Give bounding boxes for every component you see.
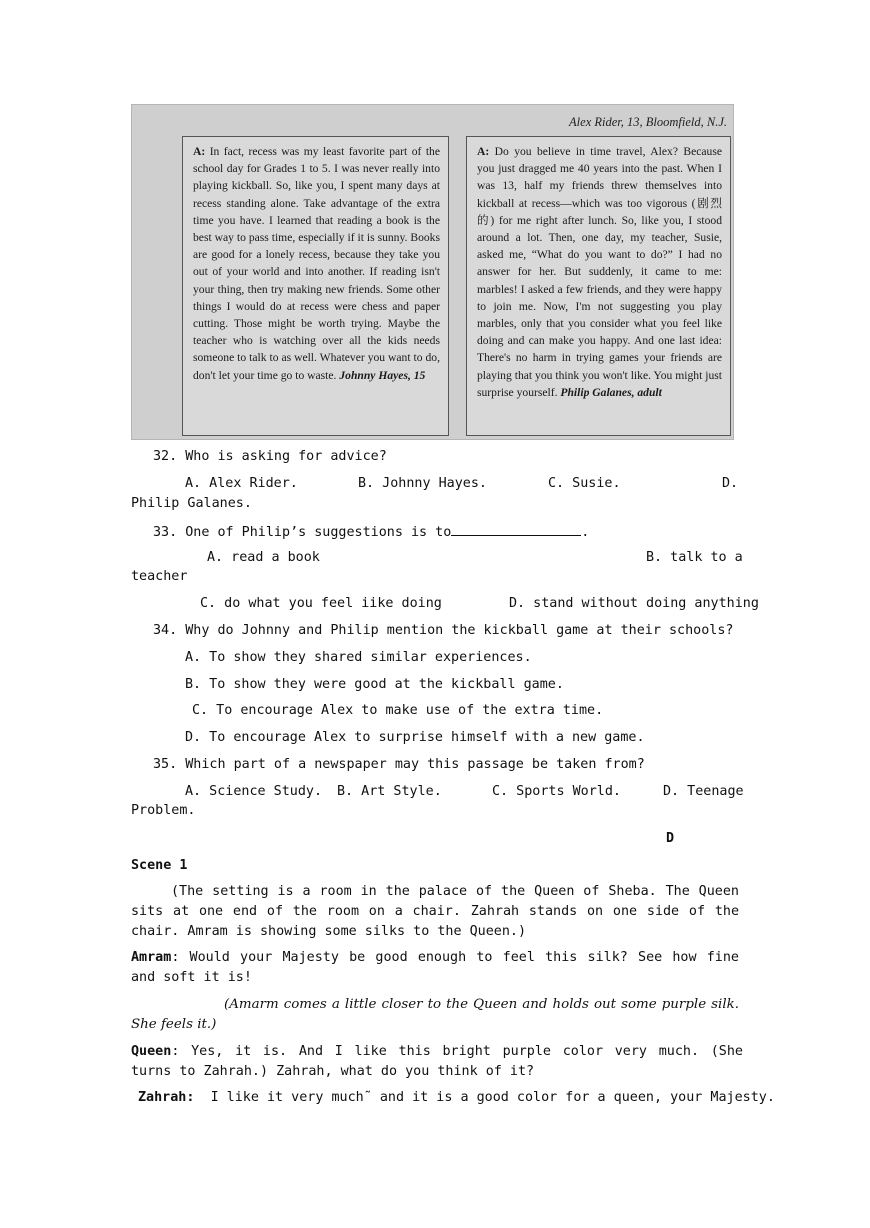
dialogue-text: : Would your Majesty be good enough to feel this silk? See how fine and soft it is! xyxy=(131,950,739,985)
answer-label: A: xyxy=(193,145,206,158)
section-letter: D xyxy=(666,831,675,846)
dialogue-amram xyxy=(131,948,739,988)
dialogue-text: I like it very much˜ and it is a good color for a queen, your Majesty. xyxy=(210,1090,775,1105)
speaker-name: Queen xyxy=(131,1044,172,1059)
answer-panel-johnny xyxy=(182,136,449,436)
question-35-stem: 35. Which part of a newspaper may this passage be taken from? xyxy=(153,757,645,772)
answer-signature: Philip Galanes, adult xyxy=(560,385,662,399)
dialogue-queen xyxy=(131,1042,743,1082)
question-32-stem: 32. Who is asking for advice? xyxy=(153,449,387,464)
stem-end: . xyxy=(581,525,590,540)
option-32-a: A. Alex Rider. xyxy=(185,476,298,491)
answer-label: A: xyxy=(477,145,490,158)
speaker-name: Amram xyxy=(131,950,172,965)
answer-text: Do you believe in time travel, Alex? Because you just dragged me 40 years into the past. When I was 13, half my friends threw themselves into kickball at recess—which was too vigorous (剧烈的) for me right after lunch. So, like you, I stood around a lot. Then, one day, my teacher, Susie, asked me, “What do you want to do?” I had no answer for her. But suddenly, it came to me: marbles! I asked a few friends, and they were happy to join me. Now, I'm not suggesting you play marbles, only that you consider what you feel like doing and can make you happy. And one last idea: There's no harm in trying games your friends are playing that you think you won't like. You might just surprise yourself. xyxy=(477,145,723,399)
answer-text: In fact, recess was my least favorite part of the school day for Grades 1 to 5. I was never really into playing kickball. So, like you, I spent many days at recess standing alone. Take advantage of the extra time you have. I learned that reading a book is the best way to pass time, especially if it is sunny. Books are good for a lonely recess, because they take you out of your world and into another. If reading isn't your thing, then try making new friends. Some other things I would do at recess were chess and paper cutting. Those might be worth trying. Maybe the teacher who is watching over all the kids needs someone to talk to as well. Whatever you want to do, don't let your time go to waste. xyxy=(193,145,440,382)
option-32-b: B. Johnny Hayes. xyxy=(358,476,487,491)
option-35-d-cont: Problem. xyxy=(131,803,196,818)
dialogue-zahrah xyxy=(138,1088,775,1108)
option-35-a: A. Science Study. xyxy=(185,784,323,799)
option-32-c: C. Susie. xyxy=(548,476,621,491)
scene-setting: (The setting is a room in the palace of the Queen of Sheba. The Queen sits at one end of the room on a chair. Zahrah stands on one side of the chair. Amram is showing some silks to the Queen.) xyxy=(131,884,739,939)
option-33-b: B. talk to a xyxy=(646,550,743,565)
newspaper-photo xyxy=(131,104,734,440)
option-32-d: D. xyxy=(722,476,739,491)
option-33-c: C. do what you feel iike doing xyxy=(200,596,442,611)
dialogue-text: : Yes, it is. And I like this bright purple color very much. (She turns to Zahrah.) Zahrah, what do you think of it? xyxy=(131,1044,743,1079)
answer-signature: Johnny Hayes, 15 xyxy=(339,368,426,382)
question-34-stem: 34. Why do Johnny and Philip mention the kickball game at their schools? xyxy=(153,623,734,638)
option-33-a: A. read a book xyxy=(207,550,320,565)
option-34-c: C. To encourage Alex to make use of the extra time. xyxy=(192,703,604,718)
answer-panel-philip xyxy=(466,136,731,436)
option-35-b: B. Art Style. xyxy=(337,784,442,799)
option-34-d: D. To encourage Alex to surprise himself with a new game. xyxy=(185,730,645,745)
option-33-b-cont: teacher xyxy=(131,569,188,584)
speaker-name: Zahrah: xyxy=(138,1090,195,1105)
option-34-a: A. To show they shared similar experiences. xyxy=(185,650,532,665)
option-32-d-cont: Philip Galanes. xyxy=(131,496,252,511)
stem-text: 33. One of Philip’s suggestions is to xyxy=(153,525,452,540)
question-33-stem xyxy=(153,521,589,543)
photo-byline: Alex Rider, 13, Bloomfield, N.J. xyxy=(569,115,727,129)
stage-direction: (Amarm comes a little closer to the Queen and holds out some purple silk. She feels it.) xyxy=(131,997,739,1032)
option-35-d: D. Teenage xyxy=(663,784,744,799)
option-33-d: D. stand without doing anything xyxy=(509,596,759,611)
option-34-b: B. To show they were good at the kickball game. xyxy=(185,677,564,692)
option-35-c: C. Sports World. xyxy=(492,784,621,799)
scene-title: Scene 1 xyxy=(131,858,188,873)
answer-blank xyxy=(451,521,581,536)
